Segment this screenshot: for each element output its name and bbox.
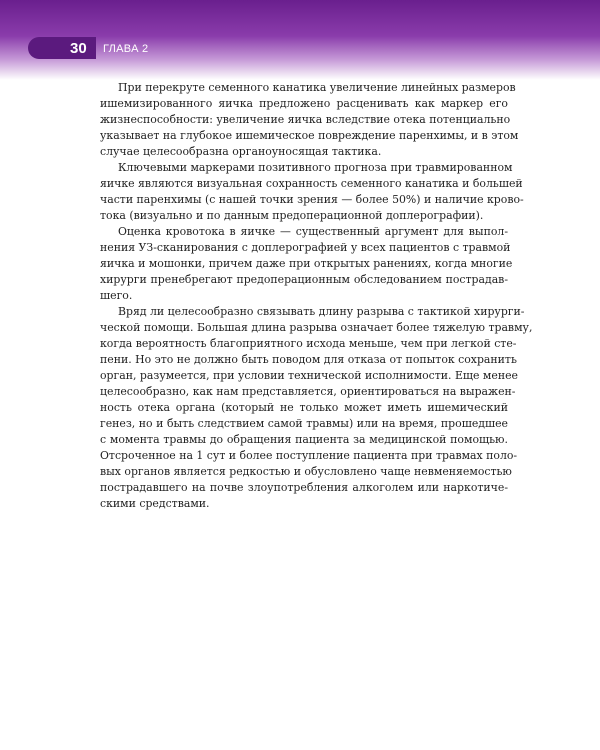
text-line: хирурги пренебрегают предоперационным обследованием пострадав-	[100, 273, 508, 286]
text-line: генез, но и быть следствием самой травмы) или на время, прошедшее	[100, 417, 508, 430]
text-line: яичка и мошонки, причем даже при открытых ранениях, когда многие	[100, 257, 513, 270]
text-line: части паренхимы (с нашей точки зрения — более 50%) и наличие крово-	[100, 193, 524, 206]
text-line: шего.	[100, 289, 133, 302]
text-line: с момента травмы до обращения пациента за медицинской помощью.	[100, 433, 508, 446]
text-line: нения УЗ-сканирования с доплерографией у всех пациентов с травмой	[100, 241, 511, 254]
text-line: Оценка кровотока в яичке — существенный аргумент для выпол-	[118, 225, 508, 238]
text-line: ческой помощи. Большая длина разрыва означает более тяжелую травму,	[100, 321, 533, 334]
text-line: Вряд ли целесообразно связывать длину разрыва с тактикой хирурги-	[118, 305, 525, 318]
text-line: скими средствами.	[100, 497, 210, 510]
text-line: Отсроченное на 1 сут и более поступление пациента при травмах поло-	[100, 449, 518, 462]
text-line: пени. Но это не должно быть поводом для отказа от попыток сохранить	[100, 353, 517, 366]
text-line: целесообразно, как нам представляется, ориентироваться на выражен-	[100, 385, 516, 398]
paragraph	[100, 224, 513, 304]
text-line: случае целесообразна органоуносящая тактика.	[100, 145, 382, 158]
text-line: пострадавшего на почве злоупотребления алкоголем или наркотиче-	[100, 481, 508, 494]
text-line: орган, разумеется, при условии технической исполнимости. Еще менее	[100, 369, 518, 382]
text-line: вых органов является редкостью и обусловлено чаще невменяемостью	[100, 465, 512, 478]
body-text	[100, 80, 533, 512]
text-line: ишемизированного яичка предложено расценивать как маркер его	[100, 97, 508, 110]
paragraph	[100, 160, 524, 224]
text-line: когда вероятность благоприятного исхода меньше, чем при легкой сте-	[100, 337, 517, 350]
chapter-title: ГЛАВА 2	[103, 43, 149, 55]
page-number: 30	[70, 40, 87, 57]
text-line: ность отека органа (который не только может иметь ишемический	[100, 401, 508, 414]
text-line: тока (визуально и по данным предоперационной доплерографии).	[100, 209, 484, 222]
text-line: яичке являются визуальная сохранность семенного канатика и большей	[100, 177, 523, 190]
paragraph	[100, 304, 533, 512]
text-line: жизнеспособности: увеличение яичка вследствие отека потенциально	[100, 113, 511, 126]
paragraph	[100, 80, 519, 160]
text-line: указывает на глубокое ишемическое повреждение паренхимы, и в этом	[100, 129, 519, 142]
text-line: При перекруте семенного канатика увеличение линейных размеров	[118, 81, 516, 94]
text-line: Ключевыми маркерами позитивного прогноза при травмированном	[118, 161, 513, 174]
